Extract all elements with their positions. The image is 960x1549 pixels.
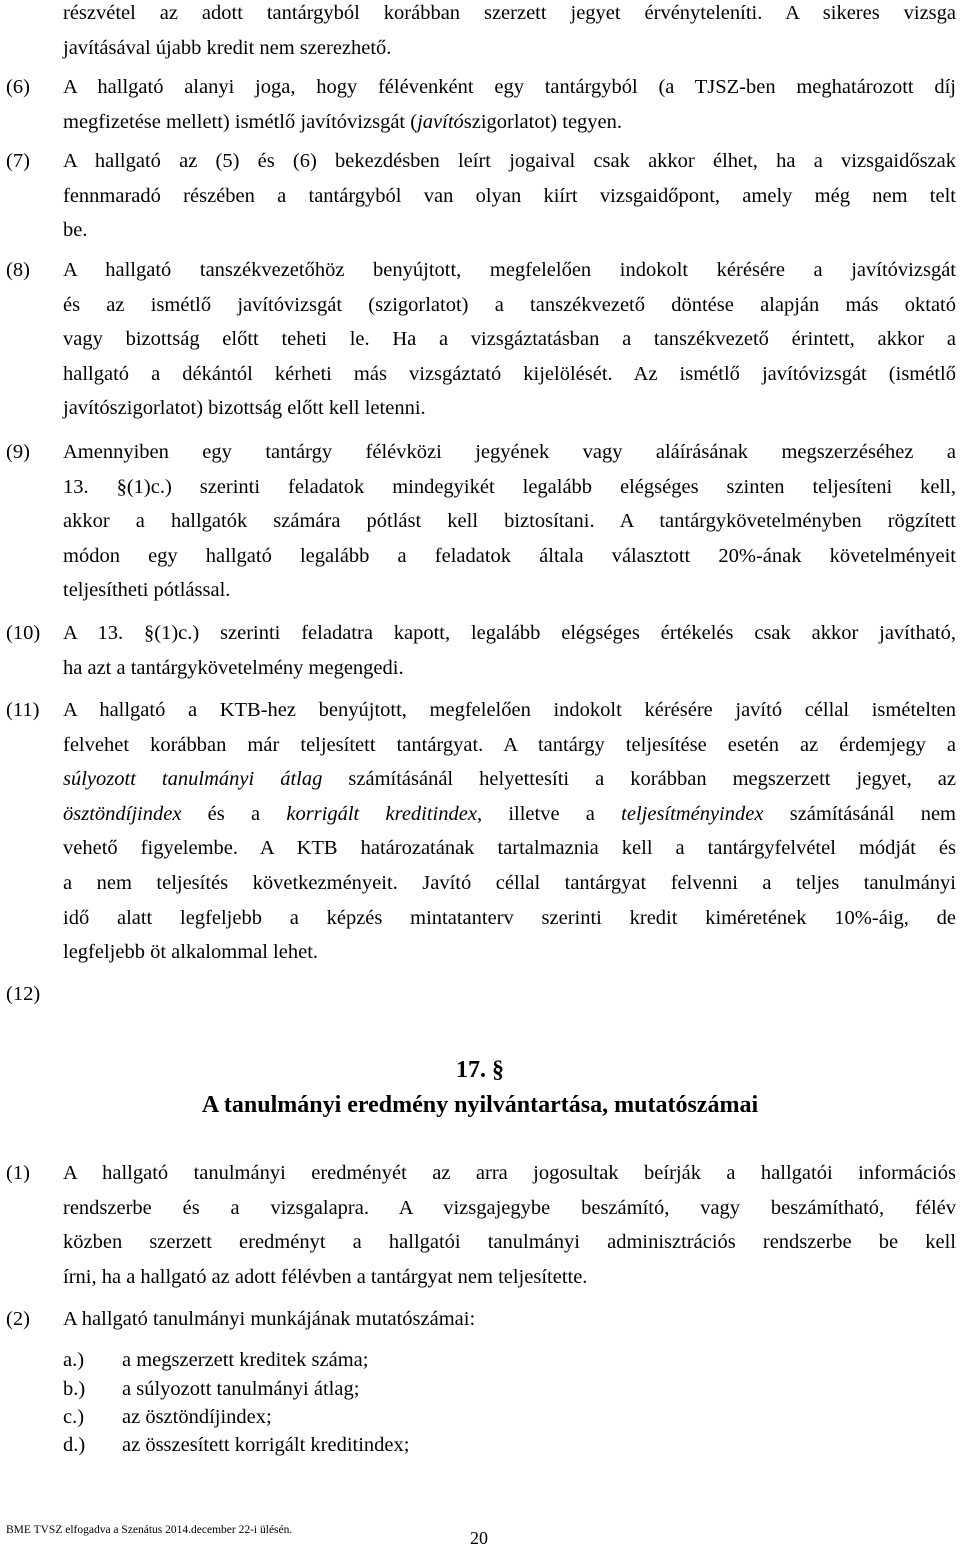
footer-note: BME TVSZ elfogadva a Szenátus 2014.december 22-i ülésén.	[6, 1524, 293, 1536]
text-line: javításával újabb kredit nem szerezhető.	[63, 36, 392, 59]
section-title: A tanulmányi eredmény nyilvántartása, mutatószámai	[201, 1092, 759, 1118]
text-line: javítószigorlatot) bizottság előtt kell letenni.	[63, 397, 426, 420]
text-line: vehető figyelembe. A KTB határozatának tartalmaznia kell a tantárgyfelvétel módját és	[63, 837, 956, 860]
text-line: be.	[63, 219, 88, 242]
text-run: , illetve a	[476, 802, 622, 825]
italic-term: súlyozott tanulmányi átlag	[63, 768, 323, 791]
text-line	[63, 762, 956, 797]
text-line: közben szerzett eredményt a hallgatói tanulmányi adminisztrációs rendszerbe be kell	[63, 1231, 956, 1254]
list-label: a.)	[63, 1349, 85, 1371]
text-line: felvehet korábban már teljesített tantárgyat. A tantárgy teljesítése esetén az érdemjegy a	[63, 733, 956, 756]
text-line	[63, 797, 956, 832]
list-text: a megszerzett kreditek száma;	[122, 1349, 369, 1371]
text-line: akkor a hallgatók számára pótlást kell biztosítani. A tantárgykövetelményben rögzített	[63, 510, 956, 533]
text-line: teljesítheti pótlással.	[63, 579, 231, 602]
text-line: A hallgató a KTB-hez benyújtott, megfelelően indokolt kérésére javító céllal ismételten	[63, 699, 956, 721]
text-line: A hallgató az (5) és (6) bekezdésben leírt jogaival csak akkor élhet, ha a vizsgaidőszak	[63, 150, 956, 172]
text-line: részvétel az adott tantárgyból korábban szerzett jegyet érvényteleníti. A sikeres vizsga	[63, 2, 956, 24]
paragraph-number: (2)	[6, 1308, 30, 1330]
text-line: rendszerbe és a vizsgalapra. A vizsgajegybe beszámító, vagy beszámítható, félév	[63, 1196, 956, 1219]
text-run: megfizetése mellett) ismétlő javítóvizsgát (	[63, 110, 418, 133]
paragraph-number: (8)	[6, 259, 30, 281]
text-line: A hallgató alanyi joga, hogy félévenként egy tantárgyból (a TJSZ-ben meghatározott díj	[63, 76, 956, 98]
list-text: az összesített korrigált kreditindex;	[122, 1434, 410, 1456]
page-number: 20	[470, 1528, 488, 1548]
italic-term: javító	[417, 110, 464, 133]
paragraph-number: (11)	[6, 699, 40, 721]
list-text: a súlyozott tanulmányi átlag;	[122, 1378, 360, 1400]
text-line: írni, ha a hallgató az adott félévben a tantárgyat nem teljesítette.	[63, 1265, 588, 1288]
text-line: hallgató a dékántól kérheti más vizsgáztató kijelölését. Az ismétlő javítóvizsgát (ismétlő	[63, 362, 956, 385]
text-line: vagy bizottság előtt teheti le. Ha a vizsgáztatásban a tanszékvezető érintett, akkor a	[63, 328, 956, 351]
paragraph-number: (12)	[6, 983, 41, 1005]
text-line: legfeljebb öt alkalommal lehet.	[63, 941, 319, 964]
text-line: fennmaradó részében a tantárgyból van olyan kiírt vizsgaidőpont, amely még nem telt	[63, 184, 956, 207]
italic-term: teljesítményindex	[621, 802, 764, 825]
list-label: d.)	[63, 1434, 86, 1456]
text-run: szigorlatot) tegyen.	[463, 110, 623, 133]
text-run: számításánál helyettesíti a korábban megszerzett jegyet, az	[322, 768, 956, 791]
text-line: idő alatt legfeljebb a képzés mintatanterv szerinti kredit kiméretének 10%-áig, de	[63, 906, 956, 929]
list-intro: A hallgató tanulmányi munkájának mutatószámai:	[63, 1308, 476, 1330]
text-run: és a	[181, 802, 287, 825]
list-label: b.)	[63, 1378, 86, 1400]
italic-term: korrigált kreditindex	[286, 802, 477, 825]
paragraph-number: (9)	[6, 441, 30, 463]
paragraph-number: (7)	[6, 150, 30, 172]
text-line: A hallgató tanszékvezetőhöz benyújtott, megfelelően indokolt kérésére a javítóvizsgát	[63, 259, 956, 281]
text-line: ha azt a tantárgykövetelmény megengedi.	[63, 656, 404, 679]
list-text: az ösztöndíjindex;	[122, 1406, 272, 1428]
text-line	[63, 105, 956, 140]
text-run: számításánál nem	[763, 802, 956, 825]
text-line: A hallgató tanulmányi eredményét az arra jogosultak beírják a hallgatói információs	[63, 1162, 956, 1184]
paragraph-number: (6)	[6, 76, 30, 98]
text-line: a nem teljesítés következményeit. Javító céllal tantárgyat felvenni a teljes tanulmányi	[63, 871, 956, 894]
text-line: Amennyiben egy tantárgy félévközi jegyének vagy aláírásának megszerzéséhez a	[63, 441, 956, 463]
paragraph-number: (1)	[6, 1162, 30, 1184]
section-number: 17. §	[456, 1057, 504, 1083]
text-line: 13. §(1)c.) szerinti feladatok mindegyikét legalább elégséges szinten teljesíteni kell,	[63, 475, 956, 498]
list-label: c.)	[63, 1406, 85, 1428]
paragraph-number: (10)	[6, 622, 41, 644]
italic-term: ösztöndíjindex	[63, 802, 182, 825]
text-line: és az ismétlő javítóvizsgát (szigorlatot) a tanszékvezető döntése alapján más oktató	[63, 293, 956, 316]
text-line: módon egy hallgató legalább a feladatok általa választott 20%-ának követelményeit	[63, 544, 956, 567]
text-line: A 13. §(1)c.) szerinti feladatra kapott, legalább elégséges értékelés csak akkor javítható,	[63, 622, 956, 644]
